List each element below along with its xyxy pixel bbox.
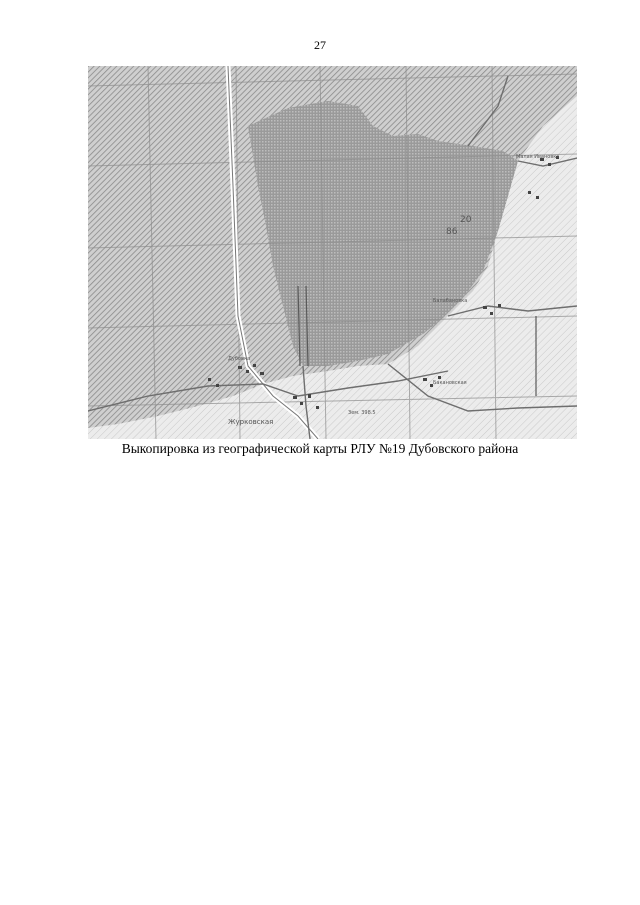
village-label-west: Дубовка bbox=[228, 356, 251, 362]
topographic-map bbox=[88, 66, 577, 439]
village-label-ne: Малая Ивановка bbox=[516, 154, 560, 160]
benchmark-label: Зем. 398.5 bbox=[348, 410, 376, 416]
village-label-se: Бакановская bbox=[433, 380, 467, 386]
figure-caption: Выкопировка из географической карты РЛУ №19 Дубовского района bbox=[121, 441, 519, 456]
village-label-east: Балабановка bbox=[433, 298, 468, 304]
village-label-south: Журковская bbox=[228, 418, 274, 426]
grid-label-86: 86 bbox=[446, 227, 458, 237]
grid-label-20: 20 bbox=[460, 215, 472, 225]
page-number: 27 bbox=[314, 38, 326, 52]
